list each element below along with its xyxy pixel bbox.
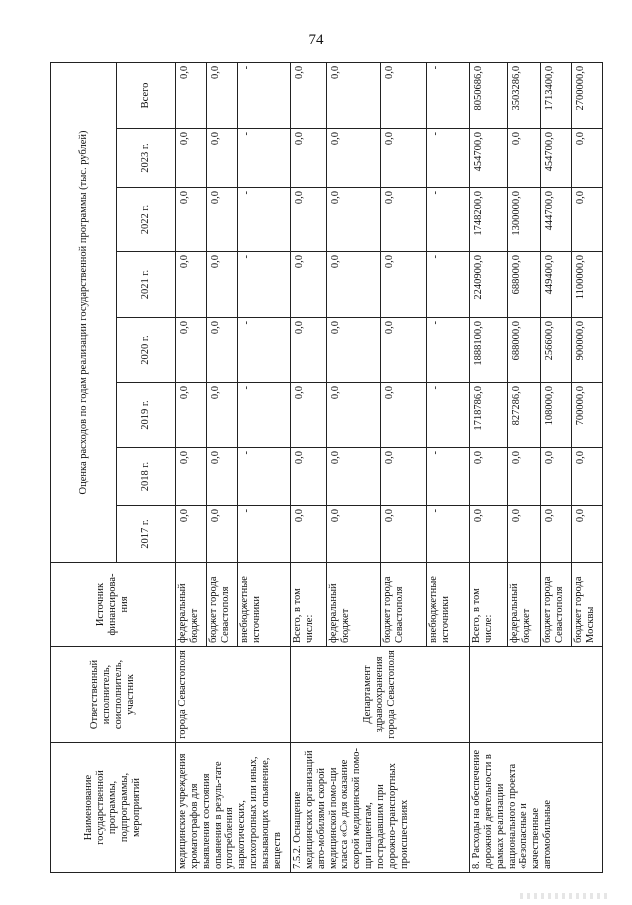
value-cell: 1888100,0 — [470, 318, 508, 383]
value-cell: 0,0 — [508, 448, 541, 506]
value-cell: - — [427, 448, 470, 506]
total-cell: 2700000,0 — [572, 62, 603, 128]
value-cell: 0,0 — [508, 506, 541, 563]
value-cell: - — [427, 252, 470, 318]
value-cell: 0,0 — [381, 129, 427, 188]
value-cell: 108000,0 — [541, 383, 572, 448]
value-cell: 827286,0 — [508, 383, 541, 448]
funding-source: федеральный бюджет — [176, 563, 207, 647]
funding-source: бюджет города Севастополя — [541, 563, 572, 647]
total-cell: 0,0 — [327, 62, 381, 128]
total-cell: 0,0 — [291, 62, 327, 128]
value-cell: 0,0 — [381, 252, 427, 318]
funding-source: внебюджетные источники — [238, 563, 291, 647]
value-cell: 0,0 — [176, 129, 207, 188]
value-cell: 0,0 — [381, 383, 427, 448]
value-cell: 0,0 — [327, 383, 381, 448]
value-cell: 0,0 — [381, 318, 427, 383]
value-cell: 449400,0 — [541, 252, 572, 318]
value-cell: 0,0 — [327, 252, 381, 318]
value-cell: 0,0 — [572, 506, 603, 563]
table-row — [176, 62, 207, 872]
program-name: 8. Расходы на обеспечение дорожной деятельности в рамках реализации национального проекта «Безопасные и качественные автомобильные — [470, 743, 603, 873]
table-row — [470, 62, 508, 872]
value-cell: 2240900,0 — [470, 252, 508, 318]
value-cell: 0,0 — [207, 383, 238, 448]
funding-source: бюджет города Москвы — [572, 563, 603, 647]
program-name: 7.5.2. Оснащение медицинских организаций авто-мобилями скорой медицинской помо-щи класса «С» для оказание скорой медицинской помо-щи пациентам, пострадавшим при дорожно-транспортных происшествиях — [291, 743, 470, 873]
value-cell: - — [427, 318, 470, 383]
header-year: 2022 г. — [117, 188, 176, 252]
value-cell: 0,0 — [470, 448, 508, 506]
header-source: Источник финансирова-ния — [51, 563, 176, 647]
header-executor: Ответственный исполнитель, соисполнитель, участник — [51, 647, 176, 743]
value-cell: 0,0 — [381, 188, 427, 252]
header-name: Наименование государственной программы, подпрограммы, мероприятий — [51, 743, 176, 873]
value-cell: 0,0 — [381, 448, 427, 506]
value-cell: 0,0 — [327, 506, 381, 563]
value-cell: 1300000,0 — [508, 188, 541, 252]
funding-source: федеральный бюджет — [508, 563, 541, 647]
value-cell: 0,0 — [508, 129, 541, 188]
value-cell: 688000,0 — [508, 252, 541, 318]
value-cell: 0,0 — [291, 188, 327, 252]
funding-source: Всего, в том числе: — [291, 563, 327, 647]
executor — [470, 647, 603, 743]
value-cell: 0,0 — [327, 318, 381, 383]
value-cell: 256600,0 — [541, 318, 572, 383]
value-cell: 0,0 — [470, 506, 508, 563]
value-cell: - — [427, 506, 470, 563]
value-cell: 444700,0 — [541, 188, 572, 252]
scan-artifact — [520, 893, 610, 899]
funding-source: бюджет города Севастополя — [207, 563, 238, 647]
value-cell: 0,0 — [291, 448, 327, 506]
value-cell: 0,0 — [291, 318, 327, 383]
value-cell: 0,0 — [176, 318, 207, 383]
header-year: 2020 г. — [117, 318, 176, 383]
value-cell: 1100000,0 — [572, 252, 603, 318]
funding-source: бюджет города Севастополя — [381, 563, 427, 647]
value-cell: - — [238, 506, 291, 563]
value-cell: 0,0 — [327, 129, 381, 188]
value-cell: 454700,0 — [470, 129, 508, 188]
value-cell: - — [238, 448, 291, 506]
value-cell: 0,0 — [291, 252, 327, 318]
total-cell: 1713400,0 — [541, 62, 572, 128]
header-estimate: Оценка расходов по годам реализации государственной программы (тыс. рублей) — [51, 62, 117, 562]
value-cell: 0,0 — [207, 188, 238, 252]
rotated-table-container — [50, 63, 596, 873]
value-cell: 0,0 — [207, 252, 238, 318]
total-cell: 0,0 — [207, 62, 238, 128]
value-cell: 0,0 — [176, 383, 207, 448]
total-cell: 3503286,0 — [508, 62, 541, 128]
value-cell: 0,0 — [291, 383, 327, 448]
header-year: 2017 г. — [117, 506, 176, 563]
value-cell: 0,0 — [572, 129, 603, 188]
value-cell: 0,0 — [327, 448, 381, 506]
header-year: 2021 г. — [117, 252, 176, 318]
value-cell: 700000,0 — [572, 383, 603, 448]
header-total: Всего — [117, 62, 176, 128]
header-row-1 — [51, 62, 117, 872]
value-cell: 0,0 — [207, 506, 238, 563]
value-cell: 454700,0 — [541, 129, 572, 188]
total-cell: - — [427, 62, 470, 128]
value-cell: - — [238, 318, 291, 383]
value-cell: 0,0 — [207, 129, 238, 188]
total-cell: - — [238, 62, 291, 128]
value-cell: 1718786,0 — [470, 383, 508, 448]
table-row — [291, 62, 327, 872]
value-cell: 0,0 — [291, 506, 327, 563]
budget-table — [50, 62, 603, 873]
value-cell: 0,0 — [176, 448, 207, 506]
value-cell: 0,0 — [176, 252, 207, 318]
header-year: 2018 г. — [117, 448, 176, 506]
value-cell: 0,0 — [176, 506, 207, 563]
value-cell: 0,0 — [541, 506, 572, 563]
value-cell: - — [427, 188, 470, 252]
funding-source: внебюджетные источники — [427, 563, 470, 647]
value-cell: 688000,0 — [508, 318, 541, 383]
total-cell: 0,0 — [176, 62, 207, 128]
value-cell: 0,0 — [176, 188, 207, 252]
funding-source: Всего, в том числе: — [470, 563, 508, 647]
value-cell: 0,0 — [207, 448, 238, 506]
value-cell: - — [427, 383, 470, 448]
value-cell: 0,0 — [541, 448, 572, 506]
value-cell: - — [427, 129, 470, 188]
value-cell: - — [238, 129, 291, 188]
value-cell: 900000,0 — [572, 318, 603, 383]
total-cell: 8050686,0 — [470, 62, 508, 128]
page-number: 74 — [308, 32, 324, 48]
value-cell: 0,0 — [327, 188, 381, 252]
executor: города Севастополя — [176, 647, 291, 743]
value-cell: 0,0 — [572, 188, 603, 252]
value-cell: - — [238, 188, 291, 252]
value-cell: 0,0 — [572, 448, 603, 506]
funding-source: федеральный бюджет — [327, 563, 381, 647]
total-cell: 0,0 — [381, 62, 427, 128]
value-cell: 0,0 — [207, 318, 238, 383]
executor: Департамент здравоохранения города Севастополя — [291, 647, 470, 743]
value-cell: 1748200,0 — [470, 188, 508, 252]
header-year: 2023 г. — [117, 129, 176, 188]
value-cell: 0,0 — [291, 129, 327, 188]
value-cell: 0,0 — [381, 506, 427, 563]
value-cell: - — [238, 252, 291, 318]
value-cell: - — [238, 383, 291, 448]
program-name: медицинские учреждения хроматографов для выявления состояния опьянения в резуль-тате употребления наркотических, психотропных или иных, вызывающих опьянение, веществ — [176, 743, 291, 873]
header-year: 2019 г. — [117, 383, 176, 448]
